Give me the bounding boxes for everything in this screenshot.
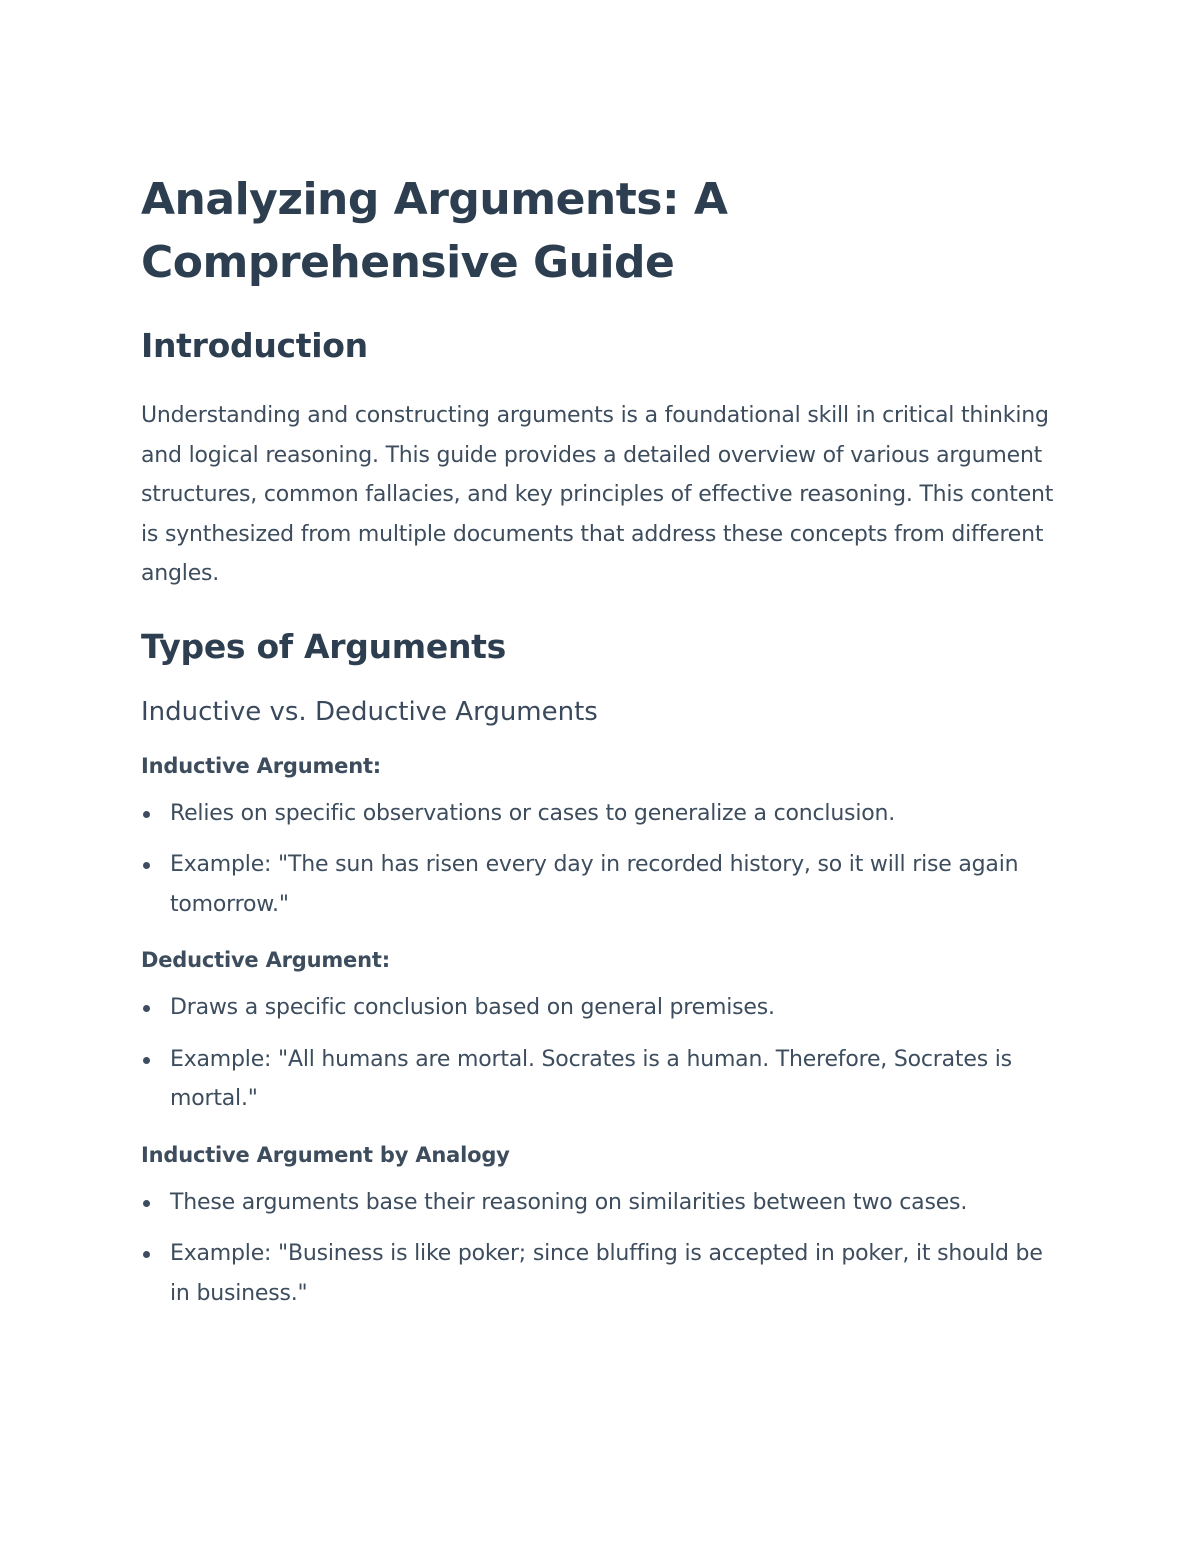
inductive-vs-deductive-subheading: Inductive vs. Deductive Arguments xyxy=(141,696,598,727)
list-item-text: Example: "Business is like poker; since bluffing is accepted in poker, it should be in business." xyxy=(170,1241,1043,1306)
list-item-text: These arguments base their reasoning on similarities between two cases. xyxy=(170,1189,968,1215)
list-item-text: Relies on specific observations or cases to generalize a conclusion. xyxy=(170,800,896,826)
bullet-dot-icon xyxy=(143,1005,150,1012)
introduction-paragraph: Understanding and constructing arguments is a foundational skill in critical thinking and logical reasoning. This guide provides a detailed overview of various argument structures, common fallacies, and key principles of effective reasoning. This content is synthesized from multiple documents that address these concepts from different angles. xyxy=(141,403,1054,586)
deductive-argument-list xyxy=(141,988,1061,1119)
inductive-argument-label: Inductive Argument: xyxy=(141,753,381,778)
document-page xyxy=(141,168,1061,1313)
document-title xyxy=(141,168,1061,294)
list-item xyxy=(141,1234,1061,1313)
list-item-text: Example: "All humans are mortal. Socrates is a human. Therefore, Socrates is mortal." xyxy=(170,1046,1012,1111)
list-item xyxy=(141,1040,1061,1119)
inductive-argument-list xyxy=(141,794,1061,925)
bullet-dot-icon xyxy=(143,811,150,818)
list-item-text: Example: "The sun has risen every day in recorded history, so it will rise again tomorrow." xyxy=(170,852,1019,917)
introduction-heading: Introduction xyxy=(141,326,368,365)
deductive-argument-label: Deductive Argument: xyxy=(141,948,390,972)
bullet-dot-icon xyxy=(143,862,150,869)
bullet-dot-icon xyxy=(143,1057,150,1064)
list-item-text: Draws a specific conclusion based on general premises. xyxy=(170,995,775,1020)
document-title-line-1: Analyzing Arguments: A xyxy=(141,174,728,225)
bullet-dot-icon xyxy=(143,1251,150,1258)
list-item xyxy=(141,1183,1061,1223)
list-item xyxy=(141,988,1061,1028)
list-item xyxy=(141,845,1061,924)
document-title-line-2: Comprehensive Guide xyxy=(141,237,675,288)
bullet-dot-icon xyxy=(143,1200,150,1207)
types-of-arguments-heading: Types of Arguments xyxy=(141,626,506,666)
list-item xyxy=(141,794,1061,834)
analogy-argument-label: Inductive Argument by Analogy xyxy=(141,1142,510,1167)
analogy-argument-list xyxy=(141,1183,1061,1314)
